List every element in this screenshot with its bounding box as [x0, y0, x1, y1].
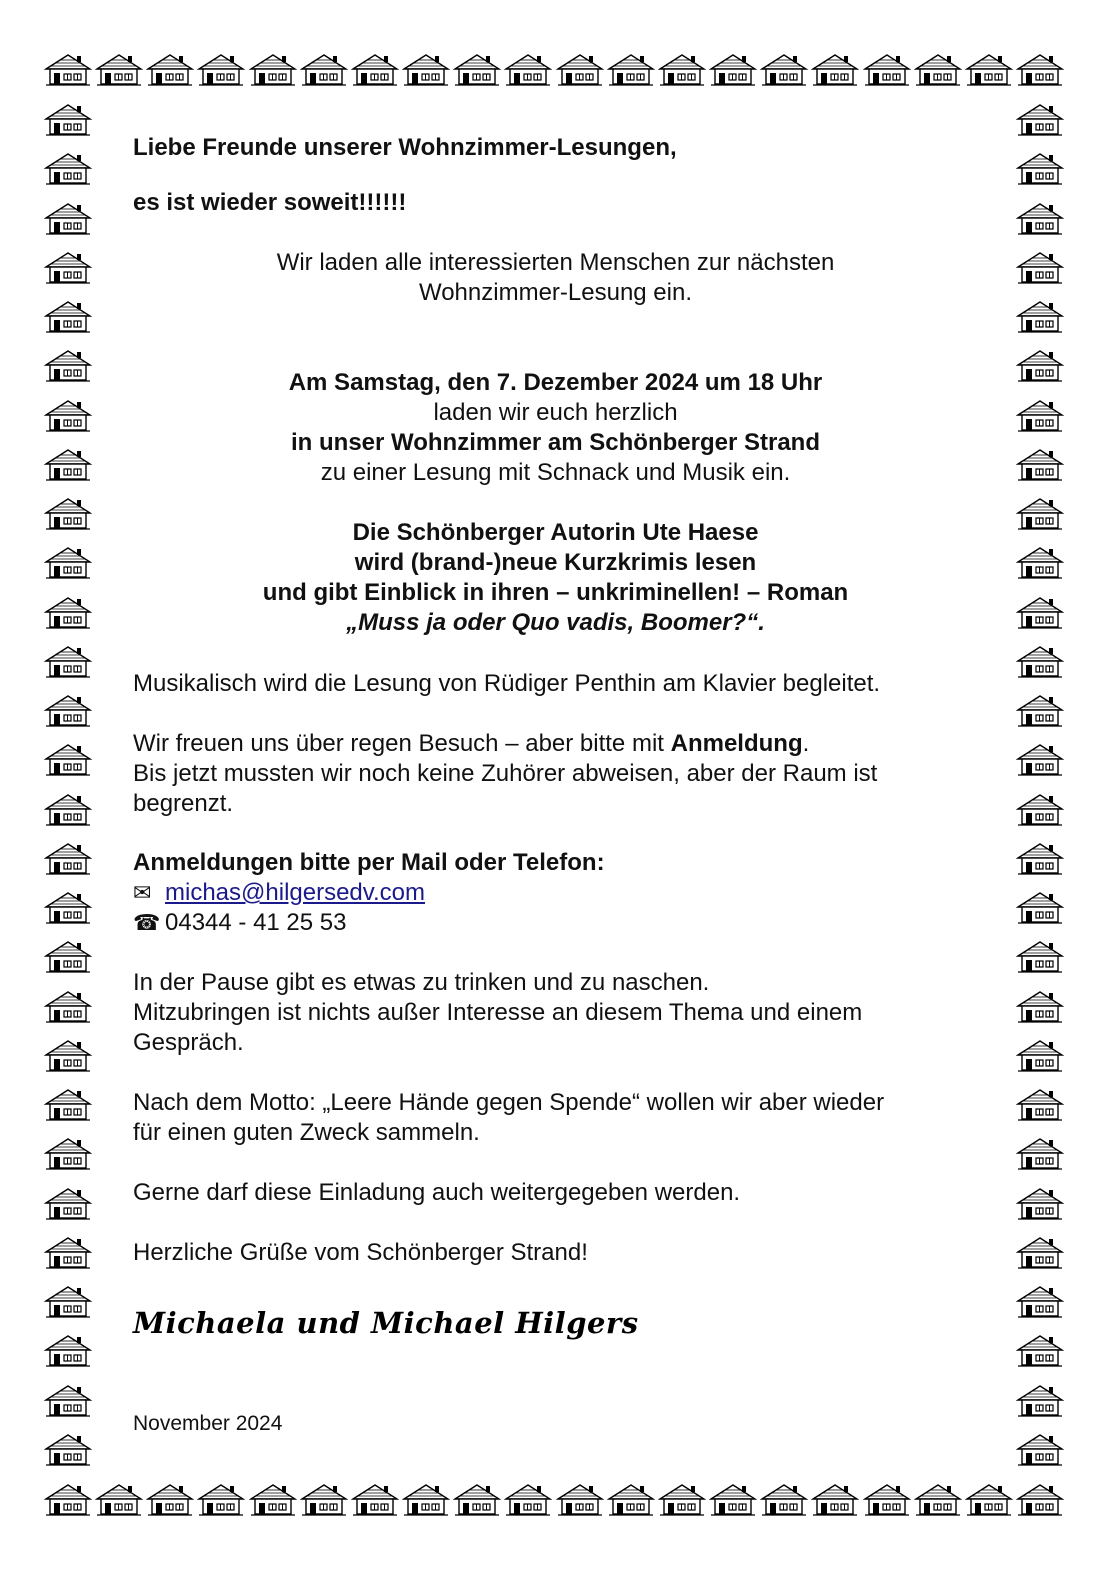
book-title: „Muss ja oder Quo vadis, Boomer?“.: [346, 609, 765, 636]
regards-line: Herzliche Grüße vom Schönberger Strand!: [133, 1239, 588, 1266]
house-icon: [811, 1482, 859, 1516]
house-icon: [1016, 792, 1064, 826]
house-icon: [44, 595, 92, 629]
house-icon: [811, 52, 859, 86]
house-icon: [402, 52, 450, 86]
email-row: [133, 878, 973, 908]
house-icon: [44, 1284, 92, 1318]
house-icon: [1016, 447, 1064, 481]
house-icon: [44, 52, 92, 86]
visit-line-1-text: Wir freuen uns über regen Besuch – aber bitte mit: [133, 730, 671, 757]
house-icon: [607, 1482, 655, 1516]
house-icon: [197, 1482, 245, 1516]
house-icon: [300, 1482, 348, 1516]
house-icon: [146, 1482, 194, 1516]
house-icon: [760, 1482, 808, 1516]
motto-paragraph: [133, 1088, 973, 1148]
author-paragraph: [133, 518, 978, 638]
house-icon: [1016, 1284, 1064, 1318]
contact-block: [133, 848, 973, 938]
visit-paragraph: [133, 729, 973, 819]
visit-line-3: begrenzt.: [133, 790, 234, 817]
music-line: Musikalisch wird die Lesung von Rüdiger Penthin am Klavier begleitet.: [133, 670, 881, 697]
house-icon: [1016, 742, 1064, 776]
house-icon: [1016, 989, 1064, 1023]
house-icon: [965, 1482, 1013, 1516]
invitation-paragraph: [133, 248, 978, 308]
house-icon: [44, 1383, 92, 1417]
exclaim-line: es ist wieder soweit!!!!!!: [133, 189, 407, 216]
house-icon: [44, 398, 92, 432]
house-icon: [709, 1482, 757, 1516]
house-icon: [146, 52, 194, 86]
house-icon: [556, 1482, 604, 1516]
house-icon: [44, 299, 92, 333]
house-icon: [863, 1482, 911, 1516]
house-icon: [1016, 1235, 1064, 1269]
event-line-4: zu einer Lesung mit Schnack und Musik ein.: [320, 459, 791, 486]
house-icon: [44, 1087, 92, 1121]
visit-line-2: Bis jetzt mussten wir noch keine Zuhörer abweisen, aber der Raum ist: [133, 760, 878, 787]
house-icon: [249, 52, 297, 86]
house-icon: [1016, 496, 1064, 530]
contact-heading: Anmeldungen bitte per Mail oder Telefon:: [133, 849, 605, 876]
house-icon: [351, 1482, 399, 1516]
house-icon: [1016, 398, 1064, 432]
house-icon: [249, 1482, 297, 1516]
house-icon: [44, 644, 92, 678]
house-icon: [504, 52, 552, 86]
house-icon: [197, 52, 245, 86]
house-icon: [1016, 151, 1064, 185]
phone-number: 04344 - 41 25 53: [165, 909, 347, 936]
house-icon: [44, 496, 92, 530]
share-line: Gerne darf diese Einladung auch weitergegeben werden.: [133, 1179, 741, 1206]
house-icon: [44, 447, 92, 481]
house-icon: [1016, 939, 1064, 973]
event-date-line: Am Samstag, den 7. Dezember 2024 um 18 Uhr: [288, 369, 823, 396]
house-icon: [1016, 1333, 1064, 1367]
envelope-icon: ✉: [133, 880, 152, 905]
house-icon: [44, 693, 92, 727]
motto-line-2: für einen guten Zweck sammeln.: [133, 1119, 480, 1146]
visit-line-1: [133, 729, 973, 759]
house-icon: [44, 989, 92, 1023]
house-icon: [44, 1186, 92, 1220]
invite-line-2: Wohnzimmer-Lesung ein.: [418, 279, 692, 306]
house-icon: [453, 52, 501, 86]
house-icon: [44, 1136, 92, 1170]
event-line-2: laden wir euch herzlich: [433, 399, 678, 426]
house-icon: [44, 1482, 92, 1516]
house-icon: [95, 1482, 143, 1516]
house-icon: [44, 1038, 92, 1072]
house-icon: [1016, 1482, 1064, 1516]
house-icon: [44, 151, 92, 185]
house-icon: [44, 348, 92, 382]
pause-line-2: Mitzubringen ist nichts außer Interesse an diesem Thema und einem: [133, 999, 863, 1026]
house-icon: [453, 1482, 501, 1516]
house-icon: [504, 1482, 552, 1516]
house-icon: [760, 52, 808, 86]
house-icon: [1016, 102, 1064, 136]
greeting: Liebe Freunde unserer Wohnzimmer-Lesungen,: [133, 134, 677, 161]
house-icon: [1016, 1136, 1064, 1170]
house-icon: [1016, 250, 1064, 284]
house-icon: [44, 250, 92, 284]
house-icon: [1016, 693, 1064, 727]
house-icon: [44, 1235, 92, 1269]
author-line-2: wird (brand-)neue Kurzkrimis lesen: [354, 549, 757, 576]
house-icon: [1016, 841, 1064, 875]
author-line-3: und gibt Einblick in ihren – unkriminellen! – Roman: [262, 579, 849, 606]
telephone-icon: ☎: [133, 910, 161, 935]
house-icon: [1016, 890, 1064, 924]
house-icon: [556, 52, 604, 86]
house-icon: [914, 52, 962, 86]
pause-paragraph: [133, 968, 973, 1058]
email-link[interactable]: michas@hilgersedv.com: [165, 879, 426, 906]
house-icon: [1016, 1038, 1064, 1072]
author-line-1: Die Schönberger Autorin Ute Haese: [352, 519, 759, 546]
house-icon: [1016, 1186, 1064, 1220]
house-icon: [863, 52, 911, 86]
event-paragraph: [133, 368, 978, 488]
registration-emphasis: Anmeldung: [670, 730, 803, 757]
house-icon: [44, 939, 92, 973]
house-icon: [658, 52, 706, 86]
house-icon: [607, 52, 655, 86]
signature: Michaela und Michael Hilgers: [133, 1306, 639, 1340]
document-date: November 2024: [133, 1412, 283, 1435]
house-icon: [44, 890, 92, 924]
house-icon: [1016, 545, 1064, 579]
house-icon: [300, 52, 348, 86]
pause-line-3: Gespräch.: [133, 1029, 244, 1056]
house-icon: [965, 52, 1013, 86]
house-icon: [1016, 1432, 1064, 1466]
house-icon: [1016, 299, 1064, 333]
house-icon: [44, 102, 92, 136]
house-icon: [44, 201, 92, 235]
invite-line-1: Wir laden alle interessierten Menschen zur nächsten: [276, 249, 835, 276]
house-icon: [658, 1482, 706, 1516]
house-icon: [44, 545, 92, 579]
house-icon: [44, 742, 92, 776]
house-icon: [351, 52, 399, 86]
house-icon: [402, 1482, 450, 1516]
house-icon: [44, 1333, 92, 1367]
visit-line-1-end: .: [802, 730, 810, 757]
event-line-3: in unser Wohnzimmer am Schönberger Strand: [291, 429, 820, 456]
house-icon: [44, 1432, 92, 1466]
house-icon: [1016, 1383, 1064, 1417]
house-icon: [1016, 1087, 1064, 1121]
house-icon: [1016, 52, 1064, 86]
pause-line-1: In der Pause gibt es etwas zu trinken und zu naschen.: [133, 969, 710, 996]
motto-line-1: Nach dem Motto: „Leere Hände gegen Spende“ wollen wir aber wieder: [133, 1089, 885, 1116]
house-icon: [95, 52, 143, 86]
house-icon: [1016, 595, 1064, 629]
house-icon: [709, 52, 757, 86]
phone-row: [133, 908, 973, 938]
house-icon: [914, 1482, 962, 1516]
house-icon: [44, 792, 92, 826]
house-icon: [1016, 644, 1064, 678]
house-icon: [44, 841, 92, 875]
house-icon: [1016, 348, 1064, 382]
house-icon: [1016, 201, 1064, 235]
